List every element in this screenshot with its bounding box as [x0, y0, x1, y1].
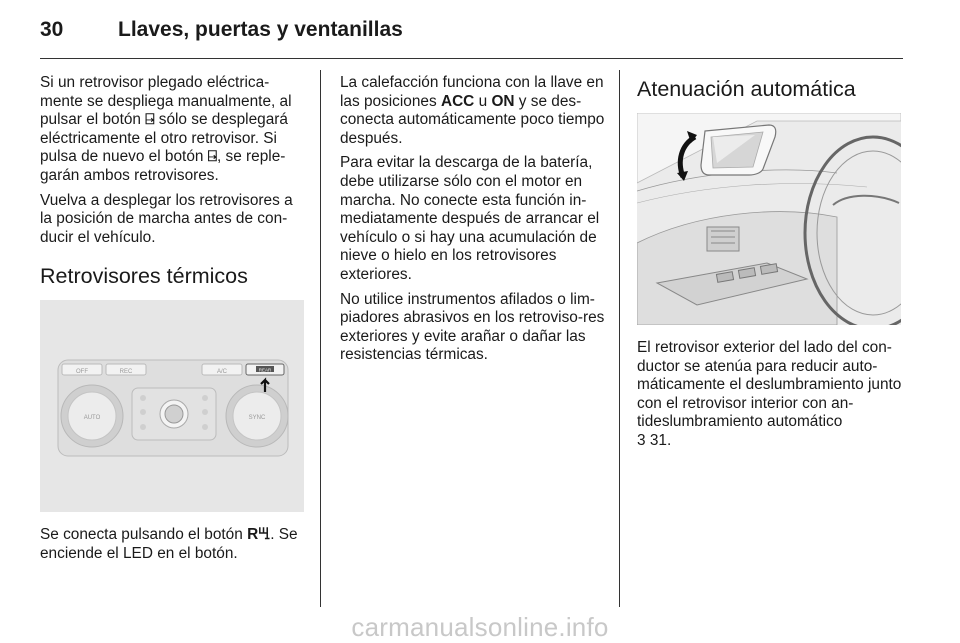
panel-off-label: OFF: [76, 369, 88, 376]
rear-window-heat-icon: Rꖇ: [247, 526, 271, 544]
on-label: ON: [491, 92, 515, 110]
header-rule: [40, 58, 903, 59]
paragraph-battery: Para evitar la descarga de la batería, debe utilizarse sólo con el motor en marcha. No conecte esta función in-mediatamente después de arrancar el vehículo o si hay una acumulación de nieve o hielo en los retrovisores exteriores.: [340, 154, 600, 283]
page-ref-arrow-icon: 3: [637, 431, 646, 449]
column-divider-1: [320, 70, 321, 607]
door-mirror-image: [637, 113, 901, 325]
column-1: [40, 74, 306, 570]
heading-auto-dimming: Atenuación automática: [637, 77, 856, 101]
page-reference: 3 31.: [637, 431, 672, 449]
mirror-fold-icon: ⍈: [207, 148, 217, 166]
paragraph-cleaning: No utilice instrumentos afilados o lim-piadores abrasivos en los retroviso-res exteriores y evite arañar o dañar las resistencias térmicas.: [340, 290, 605, 364]
paragraph-unfold: Vuelva a desplegar los retrovisores a la posición de marcha antes de con-ducir el vehículo.: [40, 191, 293, 246]
panel-rear-label: REAR: [258, 367, 272, 373]
column-3: [637, 74, 903, 457]
panel-auto-label: AUTO: [83, 415, 101, 422]
chapter-title: Llaves, puertas y ventanillas: [118, 18, 403, 41]
panel-sync-label: SYNC: [248, 415, 266, 422]
panel-ac-label: A/C: [216, 369, 228, 376]
paragraph-mirror-fold: Si un retrovisor plegado eléctrica-mente se despliega manualmente, al pulsar el botón ⍈ sólo se desplegará eléctricamente el otro retrovisor. Si pulsa de nuevo el botón ⍈, se reple-garán ambos retrovisores.: [40, 74, 292, 184]
caption-heated-button: Se conecta pulsando el botón Rꖇ. Se enciende el LED en el botón.: [40, 526, 298, 562]
acc-label: ACC: [440, 92, 475, 110]
column-2: [340, 74, 606, 371]
climate-control-panel-image: [40, 300, 304, 512]
heading-heated-mirrors: Retrovisores térmicos: [40, 264, 248, 289]
paragraph-heating-positions: La calefacción funciona con la llave en las posiciones ACC u ON y se des-conecta automáticamente poco tiempo después.: [340, 74, 605, 147]
column-divider-2: [619, 70, 620, 607]
mirror-fold-icon: ⍈: [145, 111, 155, 129]
watermark: carmanualsonline.info: [351, 612, 609, 642]
paragraph-auto-dim: El retrovisor exterior del lado del con-ductor se atenúa para reducir auto-máticamente el deslumbramiento junto con el retrovisor interior con an-tideslumbramiento automático: [637, 339, 902, 431]
panel-rec-label: REC: [119, 369, 133, 376]
page-number: 30: [40, 18, 64, 41]
